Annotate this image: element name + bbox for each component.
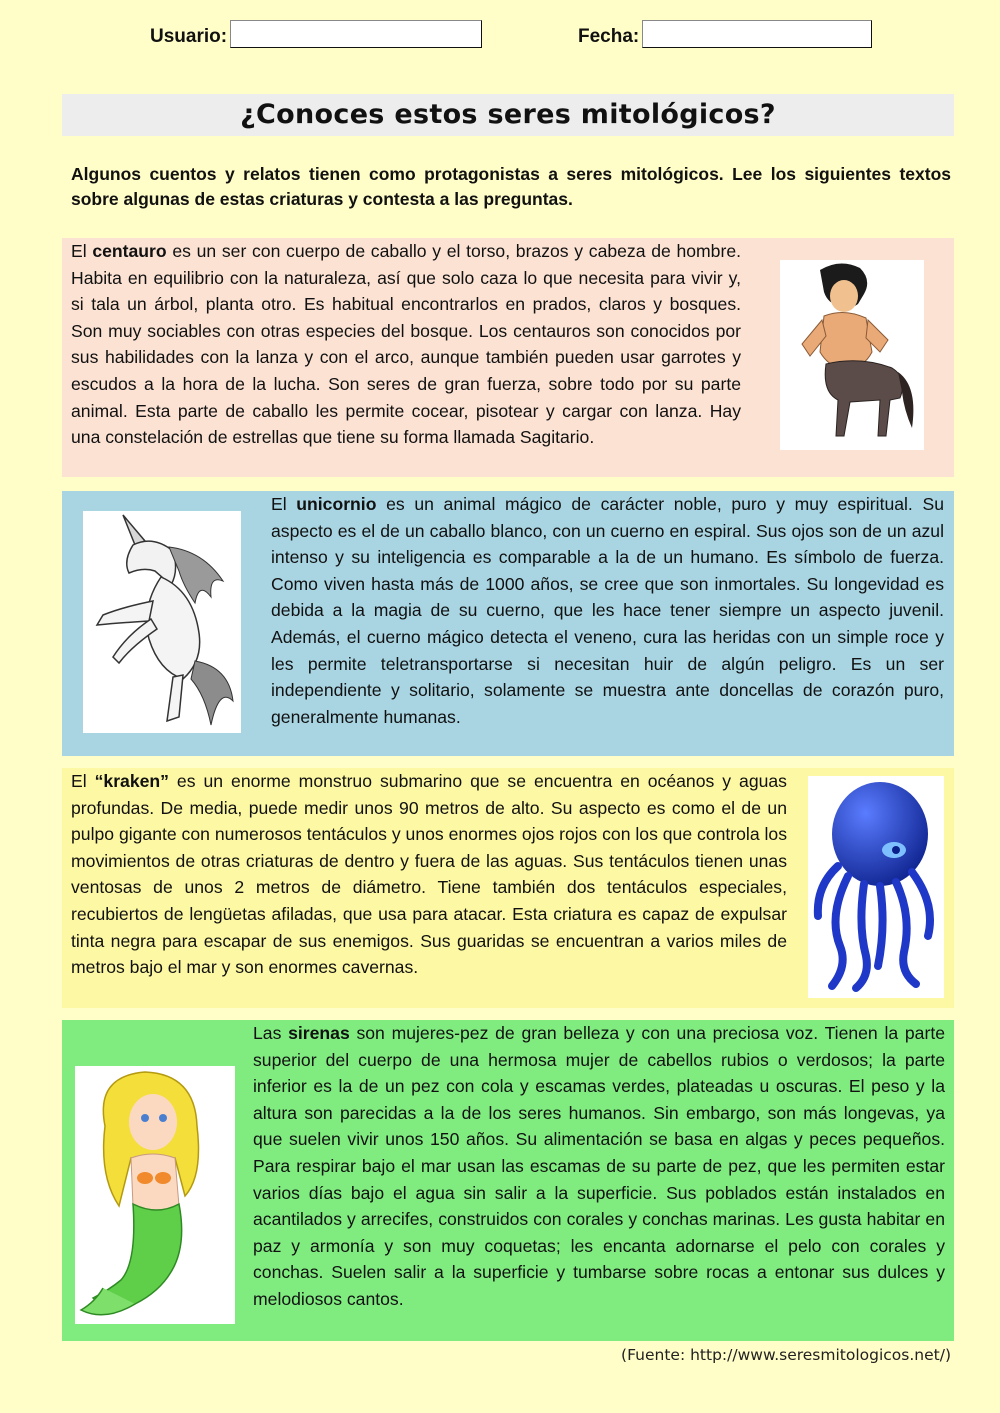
sirenas-text: Las sirenas son mujeres-pez de gran belleza y con una preciosa voz. Tienen la parte superior del cuerpo de una hermosa mujer de cabellos rubios o verdosos; la parte inferior es la de un pez con cola y escamas verdes, plateadas u oscuras. El peso y la altura son parecidas a la de los seres humanos. Sin embargo, son más longevas, ya que suelen vivir unos 150 años. Su alimentación se basa en algas y peces pequeños. Para respirar bajo el mar usan las escamas de su parte de pez, que les permiten estar varios días bajo el agua sin salir a la superficie. Sus poblados están instalados en acantilados y arrecifes, construidos con corales y conchas marinas. Les gusta habitar en paz y armonía y son muy coquetas; les encanta adornarse el pelo con corales y conchas. Suelen salir a la superficie y tumbarse sobre rocas a entonar sus dulces y melodiosos cantos. [253,1023,945,1309]
section-kraken [62,768,954,1008]
unicornio-keyword: unicornio [296,494,377,514]
date-input[interactable] [642,20,872,48]
centauro-keyword: centauro [92,241,167,261]
date-label: Fecha: [578,26,640,47]
sirenas-keyword: sirenas [288,1023,350,1043]
source-note: (Fuente: http://www.seresmitologicos.net/) [621,1346,951,1364]
user-label: Usuario: [150,26,228,47]
centauro-text: El centauro es un ser con cuerpo de caballo y el torso, brazos y cabeza de hombre. Habita en equilibrio con la naturaleza, así que solo caza lo que necesita para vivir y, si tala un árbol, planta otro. Es habitual encontrarlos en prados, claros y bosques. Son muy sociables con otras especies del bosque. Los centauros son conocidos por sus habilidades con la lanza y con el arco, aunque también pueden usar garrotes y escudos a la hora de la lucha. Son seres de gran fuerza, sobre todo por su parte animal. Esta parte de caballo les permite cocear, pisotear y cargar con lanza. Hay una constelación de estrellas que tiene su forma llamada Sagitario. [71,241,741,448]
kraken-icon [808,776,944,998]
user-field [150,18,482,48]
kraken-text: El “kraken” es un enorme monstruo submarino que se encuentra en océanos y aguas profundas. De media, puede medir unos 90 metros de alto. Su aspecto es como el de un pulpo gigante con numerosos tentáculos y unos enormes ojos rojos con los que controla los movimientos de otras criaturas de dentro y fuera de las aguas. Sus tentáculos tienen unas ventosas de unos 2 metros de diámetro. Tiene también dos tentáculos especiales, recubiertos de lengüetas afiladas, que usa para atacar. Esta criatura es capaz de expulsar tinta negra para escapar de sus enemigos. Sus guaridas se encuentran a varios miles de metros bajo el mar y son enormes cavernas. [71,771,787,978]
page-title: ¿Conoces estos seres mitológicos? [240,99,776,130]
section-sirenas [62,1020,954,1341]
centaur-icon [780,260,924,450]
title-bar [62,94,954,136]
kraken-keyword: “kraken” [94,771,169,791]
mermaid-icon [75,1066,235,1324]
unicornio-text: El unicornio es un animal mágico de carácter noble, puro y muy espiritual. Su aspecto es el de un caballo blanco, con un cuerno en espiral. Sus ojos son de un azul intenso y su inteligencia es comparable a la de un humano. Es símbolo de fuerza. Como viven hasta más de 1000 años, se cree que son inmortales. Su longevidad es debida a la magia de su cuerno, que les hace tener siempre un aspecto juvenil. Además, el cuerno mágico detecta el veneno, cura las heridas con un simple roce y les permite teletransportarse si necesitan huir de algún peligro. Es un ser independiente y solitario, solamente se muestra ante doncellas de corazón puro, generalmente humanas. [271,494,944,727]
user-input[interactable] [230,20,482,48]
unicorn-icon [83,511,241,733]
section-unicornio [62,491,954,756]
section-centauro [62,238,954,477]
intro-text: Algunos cuentos y relatos tienen como protagonistas a seres mitológicos. Lee los siguientes textos sobre algunas de estas criaturas y contesta a las preguntas. [71,164,951,209]
date-field [578,18,872,48]
